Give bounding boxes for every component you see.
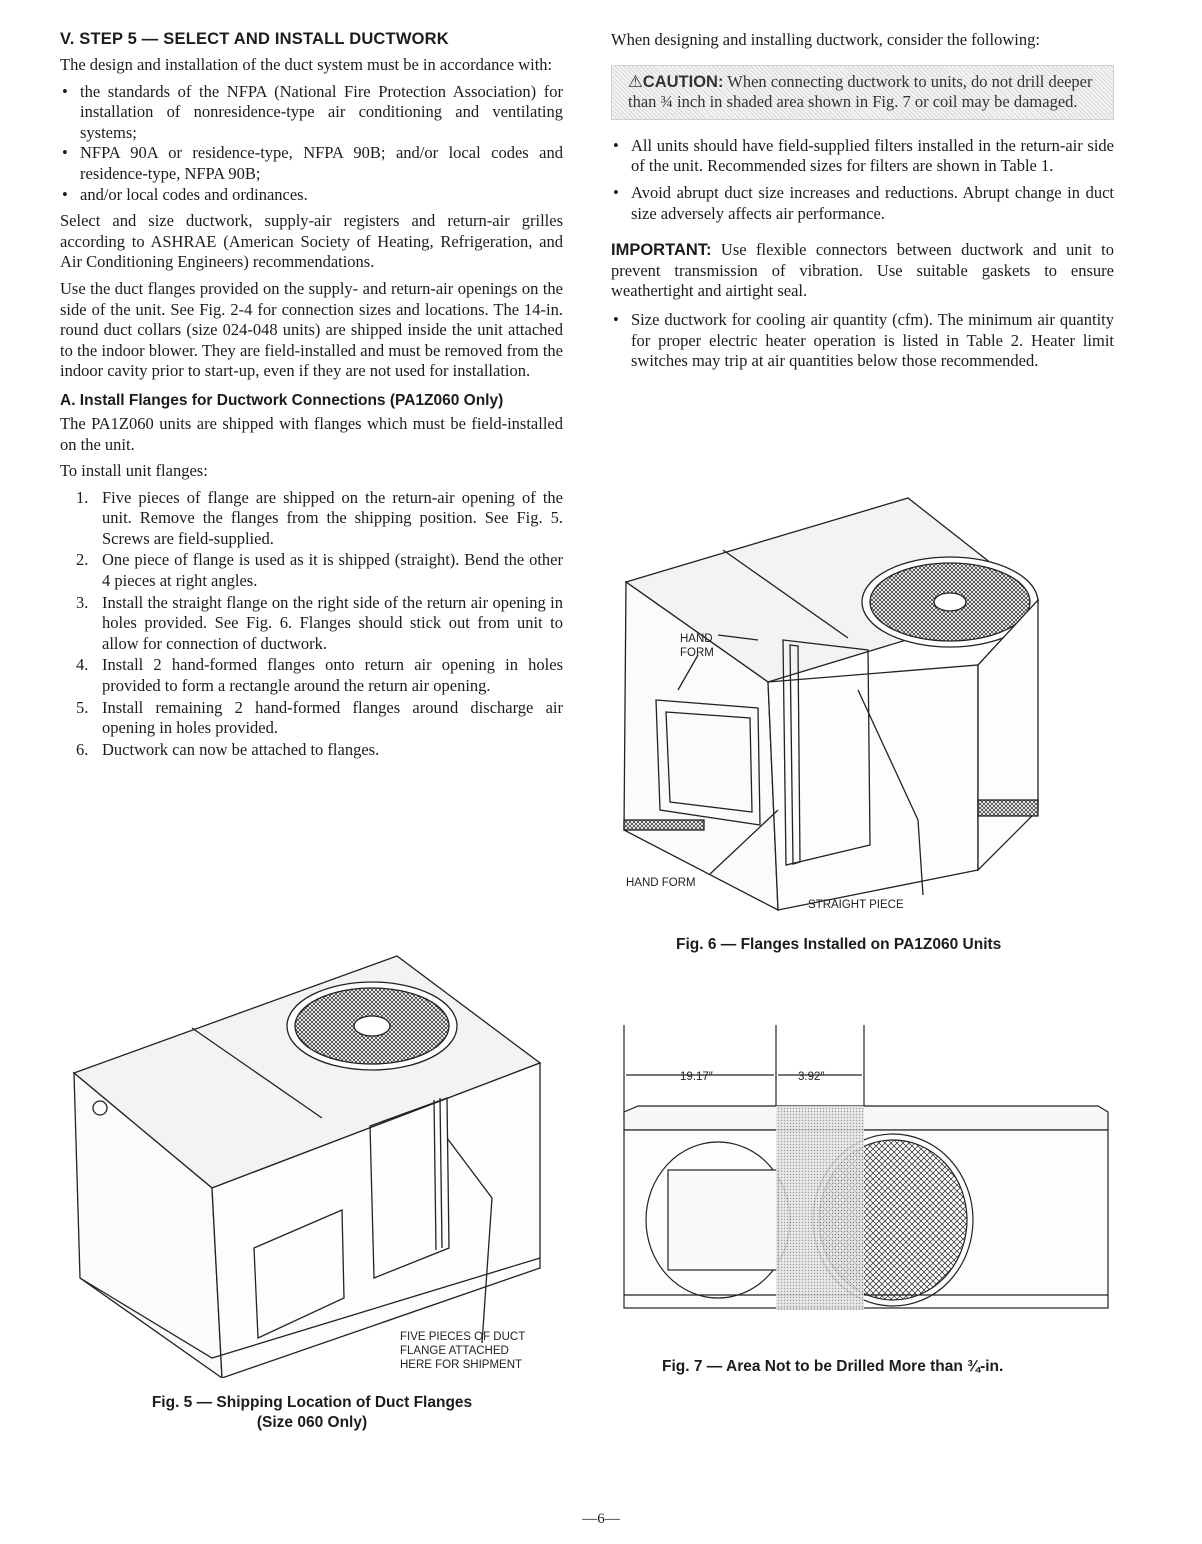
step-item: 1. Five pieces of flange are shipped on the return-air opening of the unit. Remove the flanges from the shipping position. See Fig. 5. Screws are field-supplied. <box>76 487 563 548</box>
flanges-installed-illustration <box>618 490 1113 920</box>
warning-icon: ⚠ <box>628 71 643 91</box>
caution-box <box>611 65 1114 120</box>
fig7-caption: Fig. 7 — Area Not to be Drilled More than ¾-in. <box>662 1358 1004 1375</box>
step-item: 6. Ductwork can now be attached to flanges. <box>76 739 380 759</box>
caution-text: When connecting ductwork to units, do not drill deeper than ¾ inch in shaded area shown in Fig. 7 or coil may be damaged. <box>628 71 1093 112</box>
figure-7 <box>618 1020 1113 1400</box>
figure-6 <box>618 490 1113 960</box>
paragraph: To install unit flanges: <box>60 461 208 481</box>
caution-label: CAUTION: <box>642 72 724 91</box>
important-label: IMPORTANT: <box>611 241 712 260</box>
step-item: 2. One piece of flange is used as it is shipped (straight). Bend the other 4 pieces at right angles. <box>76 550 563 591</box>
fig5-label-2: FLANGE ATTACHED <box>400 1345 509 1357</box>
fig7-dim-1: 19.17″ <box>680 1071 713 1083</box>
airflow-list <box>611 310 1114 372</box>
no-drill-shaded-area <box>776 1106 864 1310</box>
list-item: • Avoid abrupt duct size increases and reductions. Abrupt change in duct size adversely affects air performance. <box>613 182 1114 223</box>
fig5-label-1: FIVE PIECES OF DUCT <box>400 1331 526 1343</box>
step-item: 5. Install remaining 2 hand-formed flanges around discharge air opening in holes provided. <box>76 697 563 738</box>
fig6-caption: Fig. 6 — Flanges Installed on PA1Z060 Units <box>676 936 1002 953</box>
section-heading: V. STEP 5 — SELECT AND INSTALL DUCTWORK <box>60 30 449 48</box>
fig6-label-hand-form: HAND FORM <box>626 877 696 889</box>
fig6-label-straight: STRAIGHT PIECE <box>808 899 904 911</box>
paragraph: Select and size ductwork, supply-air registers and return-air grilles according to ASHRAE (American Society of Heating, Refrigeration, and Air Conditioning Engineers) recommendations. <box>60 211 563 272</box>
paragraph: Use the duct flanges provided on the supply- and return-air openings on the side of the unit. See Fig. 2-4 for connection sizes and locations. The 14-in. round duct collars (size 024-048 units) are shipped inside the unit attached to the indoor blower. They are field-installed and must be removed from the indoor cavity prior to start-up, even if they are not used for installation. <box>60 278 563 381</box>
list-item: • NFPA 90A or residence-type, NFPA 90B; and/or local codes and residence-type, NFPA 90B; <box>62 143 563 183</box>
fig5-caption: Fig. 5 — Shipping Location of Duct Flanges (Size 060 Only) <box>151 1394 473 1431</box>
list-item: • the standards of the NFPA (National Fire Protection Association) for installation of nonresidence-type air conditioning and ventilating systems; <box>62 81 563 142</box>
intro-paragraph: The design and installation of the duct system must be in accordance with: <box>60 55 553 74</box>
right-column <box>611 30 1114 378</box>
paragraph: The PA1Z060 units are shipped with flanges which must be field-installed on the unit. <box>60 413 563 454</box>
important-note: IMPORTANT: Use flexible connectors between ductwork and unit to prevent transmission of vibration. Use suitable gaskets to ensure weathertight and airtight seal. <box>611 240 1114 301</box>
fig6-label-form: FORM <box>680 647 714 659</box>
fig5-label-3: HERE FOR SHIPMENT <box>400 1359 523 1371</box>
step-item: 4. Install 2 hand-formed flanges onto return air opening in holes provided to form a rectangle around the return air opening. <box>76 655 563 696</box>
drill-area-illustration <box>618 1020 1113 1330</box>
figure-5 <box>62 948 562 1468</box>
standards-list <box>60 82 563 206</box>
step-item: 3. Install the straight flange on the right side of the return air opening in holes provided. See Fig. 6. Flanges should stick out from unit to allow for connection of ductwork. <box>76 592 563 653</box>
list-item: • and/or local codes and ordinances. <box>62 184 308 204</box>
fig6-label-hand: HAND <box>680 633 713 645</box>
unit-shipping-illustration <box>62 948 562 1378</box>
list-item: • Size ductwork for cooling air quantity (cfm). The minimum air quantity for proper electric heater operation is listed in Table 2. Heater limit switches may trip at air quantities below those recommended. <box>613 309 1114 371</box>
page-number: —6— <box>582 1511 620 1527</box>
list-item: • All units should have field-supplied filters installed in the return-air side of the unit. Recommended sizes for filters are shown in Table 1. <box>613 135 1114 176</box>
fig7-dim-2: 3.92″ <box>798 1071 825 1083</box>
subsection-heading: A. Install Flanges for Ductwork Connections (PA1Z060 Only) <box>60 391 504 409</box>
considerations-list <box>611 136 1114 224</box>
install-steps <box>60 488 563 761</box>
intro-paragraph: When designing and installing ductwork, consider the following: <box>611 30 1040 49</box>
left-column <box>60 30 563 761</box>
